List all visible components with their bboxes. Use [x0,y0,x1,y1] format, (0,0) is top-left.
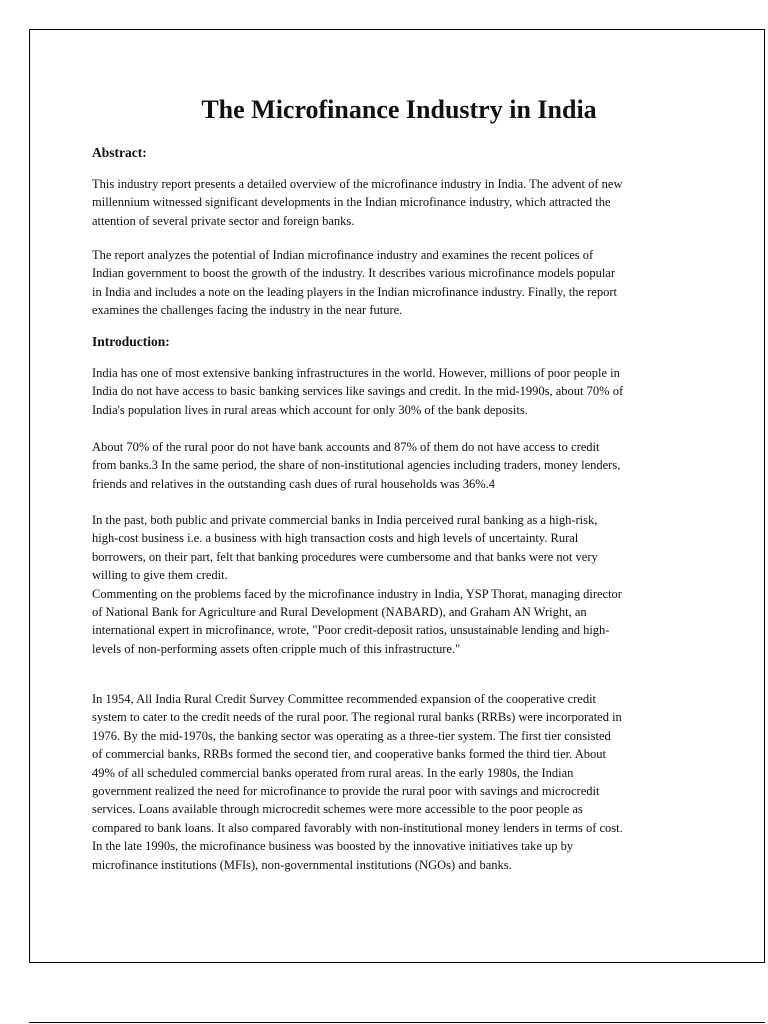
paragraph-line: compared to bank loans. It also compared favorably with non-institutional money lenders in terms of cost. [92,820,623,835]
next-page-border [29,1022,765,1023]
paragraph-line: government realized the need for microfinance to provide the rural poor with savings and microcredit [92,784,600,799]
paragraph-line: India's population lives in rural areas which account for only 30% of the bank deposits. [92,402,528,417]
paragraph-line: system to cater to the credit needs of the rural poor. The regional rural banks (RRBs) were incorporated in [92,710,622,725]
paragraph-line: attention of several private sector and foreign banks. [92,213,355,228]
paragraph-line: in India and includes a note on the leading players in the Indian microfinance industry. Finally, the report [92,284,617,299]
paragraph-line: services. Loans available through microcredit schemes were more accessible to the poor people as [92,802,583,817]
paragraph-line: The report analyzes the potential of Indian microfinance industry and examines the recent polices of [92,248,594,262]
abstract-heading: Abstract: [92,145,147,160]
paragraph-line: India do not have access to basic banking services like savings and credit. In the mid-1990s, about 70% of [92,384,624,399]
abstract-paragraph-1 [92,175,623,230]
paragraph-line: In 1954, All India Rural Credit Survey Committee recommended expansion of the cooperative credit [92,692,597,706]
paragraph-line: About 70% of the rural poor do not have bank accounts and 87% of them do not have access to credit [92,440,600,454]
paragraph-line: international expert in microfinance, wrote, "Poor credit-deposit ratios, unsustainable lending and high- [92,623,610,638]
paragraph-line: 49% of all scheduled commercial banks operated from rural areas. In the early 1980s, the Indian [92,765,574,780]
paragraph-line: examines the challenges facing the industry in the near future. [92,303,403,318]
document-title: The Microfinance Industry in India [201,95,597,124]
paragraph-line: This industry report presents a detailed overview of the microfinance industry in India. The advent of new [92,177,623,191]
paragraph-line: In the past, both public and private commercial banks in India perceived rural banking as a high-risk, [92,513,598,527]
paragraph-line: Commenting on the problems faced by the microfinance industry in India, YSP Thorat, managing director [92,586,622,601]
paragraph-line: of commercial banks, RRBs formed the second tier, and cooperative banks formed the third tier. About [92,747,606,762]
paragraph-line: borrowers, on their part, felt that banking procedures were cumbersome and that banks were not very [92,549,598,564]
introduction-heading: Introduction: [92,334,170,349]
paragraph-line: microfinance institutions (MFIs), non-governmental institutions (NGOs) and banks. [92,857,512,872]
paragraph-line: In the late 1990s, the microfinance business was boosted by the innovative initiatives take up by [92,839,574,854]
paragraph-line: willing to give them credit. [92,568,228,583]
paragraph-line: high-cost business i.e. a business with high transaction costs and high levels of uncertainty. Rural [92,531,579,546]
paragraph-line: from banks.3 In the same period, the share of non-institutional agencies including traders, money lenders, [92,458,621,473]
paragraph-line: friends and relatives in the outstanding cash dues of rural households was 36%.4 [92,476,496,491]
paragraph-line: Indian government to boost the growth of the industry. It describes various microfinance models popular [92,266,616,281]
introduction-paragraph-1 [92,364,623,419]
paragraph-line: of National Bank for Agriculture and Rural Development (NABARD), and Graham AN Wright, an [92,605,587,620]
paragraph-line: millennium witnessed significant developments in the Indian microfinance industry, which attracted the [92,195,611,210]
paragraph-line: 1976. By the mid-1970s, the banking sector was operating as a three-tier system. The first tier consisted [92,728,611,743]
introduction-paragraph-2 [92,438,620,493]
introduction-paragraph-3 [92,511,622,658]
introduction-paragraph-4 [92,690,623,874]
paragraph-line: India has one of most extensive banking infrastructures in the world. However, millions of poor people in [92,366,620,380]
document-page [29,29,765,963]
paragraph-line: levels of non-performing assets often cripple much of this infrastructure." [92,641,461,656]
abstract-paragraph-2 [92,246,617,320]
